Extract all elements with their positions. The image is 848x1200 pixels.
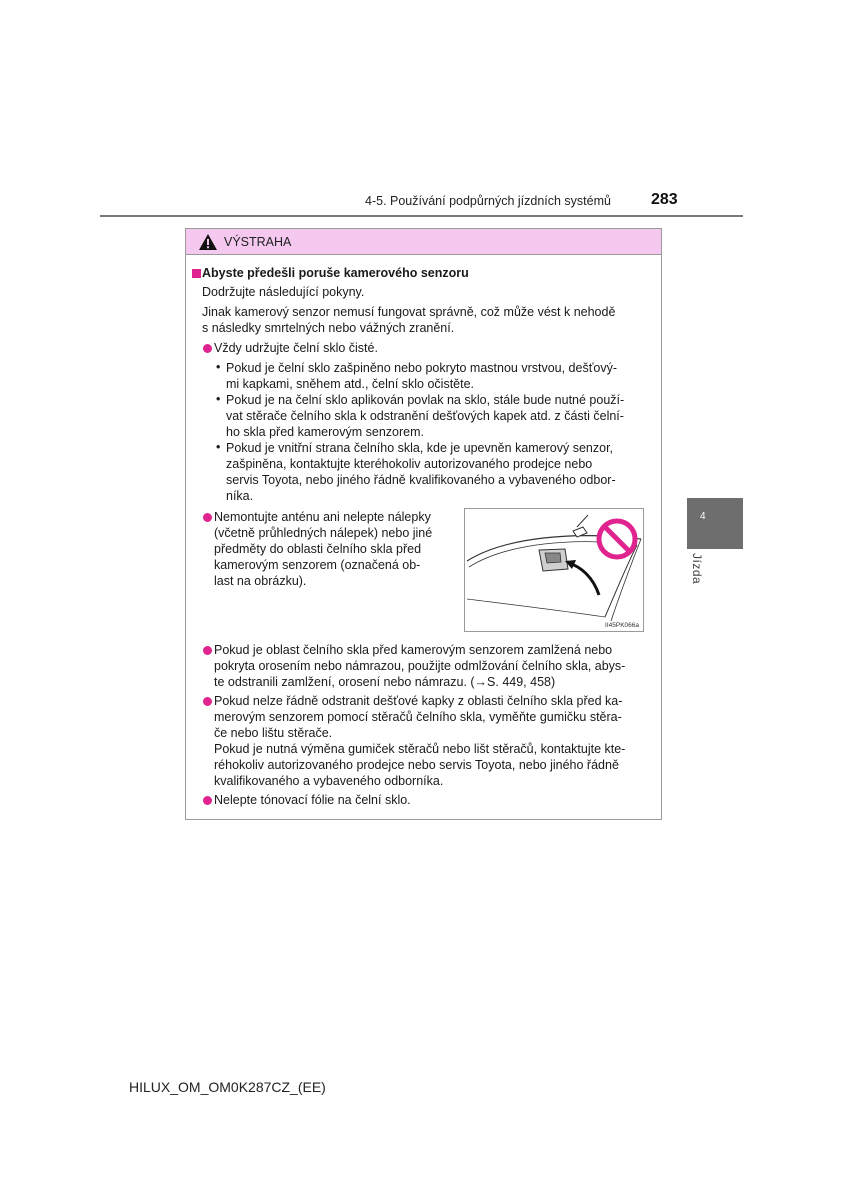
item3-dot-icon (203, 646, 212, 655)
item2-line-5: last na obrázku). (214, 574, 307, 588)
sub1-line-2: mi kapkami, sněhem atd., čelní sklo očistěte. (226, 377, 475, 391)
item3-line-3: te odstranili zamlžení, orosení nebo námrazu. (→S. 449, 458) (214, 675, 556, 689)
item4-line-3: če nebo lištu stěrače. (214, 726, 333, 740)
item1-text: Vždy udržujte čelní sklo čisté. (214, 341, 378, 355)
item2-line-3: předměty do oblasti čelního skla před (214, 542, 422, 556)
item2-dot-icon (203, 513, 212, 522)
sub3-line-1: Pokud je vnitřní strana čelního skla, kde je upevněn kamerový senzor, (226, 441, 614, 455)
intro-line-2: Jinak kamerový senzor nemusí fungovat správně, což může vést k nehodě (202, 305, 616, 319)
sub3-line-4: níka. (226, 489, 254, 503)
footer-code: HILUX_OM_OM0K287CZ_(EE) (129, 1079, 326, 1095)
heading-square-icon (192, 269, 201, 278)
sub3-bullet: • (216, 440, 221, 454)
sub2-line-2: vat stěrače čelního skla k odstranění dešťových kapek atd. z části čelní- (226, 409, 624, 423)
chapter-tab[interactable] (687, 498, 743, 549)
warning-heading: Abyste předešli poruše kamerového senzoru (202, 266, 469, 280)
item4-line-4: Pokud je nutná výměna gumiček stěračů nebo lišt stěračů, kontaktujte kte- (214, 742, 626, 756)
intro-line-2b: s následky smrtelných nebo vážných zranění. (202, 321, 455, 335)
header-title: 4-5. Používání podpůrných jízdních systémů (365, 194, 611, 208)
item4-line-5: réhokoliv autorizovaného prodejce nebo servis Toyota, nebo jiného řádně (214, 758, 619, 772)
item1-dot-icon (203, 344, 212, 353)
sub2-line-3: ho skla před kamerovým senzorem. (226, 425, 424, 439)
chapter-number: 4 (700, 511, 706, 522)
item4-line-2: merovým senzorem pomocí stěračů čelního skla, vyměňte gumičku stěra- (214, 710, 622, 724)
item3-line-1: Pokud je oblast čelního skla před kamerovým senzorem zamlžená nebo (214, 643, 613, 657)
prohibition-icon (599, 521, 635, 557)
windshield-illustration (464, 508, 644, 632)
sub3-line-2: zašpiněna, kontaktujte kteréhokoliv autorizovaného prodejce nebo (226, 457, 593, 471)
item2-line-1: Nemontujte anténu ani nelepte nálepky (214, 510, 431, 524)
page-number: 283 (651, 191, 678, 208)
item4-line-1: Pokud nelze řádně odstranit dešťové kapky z oblasti čelního skla před ka- (214, 694, 623, 708)
sub1-bullet: • (216, 360, 221, 374)
arrow-icon (569, 563, 599, 595)
warning-label: VÝSTRAHA (224, 235, 292, 249)
sub1-line-1: Pokud je čelní sklo zašpiněno nebo pokryto mastnou vrstvou, dešťový- (226, 361, 618, 375)
warning-header (186, 229, 661, 255)
item2-line-4: kamerovým senzorem (označená ob- (214, 558, 421, 572)
header-rule (100, 215, 743, 217)
sub3-line-3: servis Toyota, nebo jiného řádně kvalifikovaného a vybaveného odbor- (226, 473, 616, 487)
sub2-line-1: Pokud je na čelní sklo aplikován povlak na sklo, stále bude nutné použí- (226, 393, 625, 407)
item4-dot-icon (203, 697, 212, 706)
sub2-bullet: • (216, 392, 221, 406)
item5-dot-icon (203, 796, 212, 805)
item4-line-6: kvalifikovaného a vybaveného odborníka. (214, 774, 444, 788)
item5-text: Nelepte tónovací fólie na čelní sklo. (214, 793, 411, 807)
item3-line-2: pokryta orosením nebo námrazou, použijte odmlžování čelního skla, abys- (214, 659, 626, 673)
warning-triangle-icon (198, 233, 218, 251)
intro-line-1: Dodržujte následující pokyny. (202, 285, 365, 299)
image-code: II45PK066a (605, 622, 639, 629)
chapter-label: Jízda (690, 553, 704, 585)
item2-line-2: (včetně průhledných nálepek) nebo jiné (214, 526, 433, 540)
windshield-drawing (465, 509, 643, 631)
